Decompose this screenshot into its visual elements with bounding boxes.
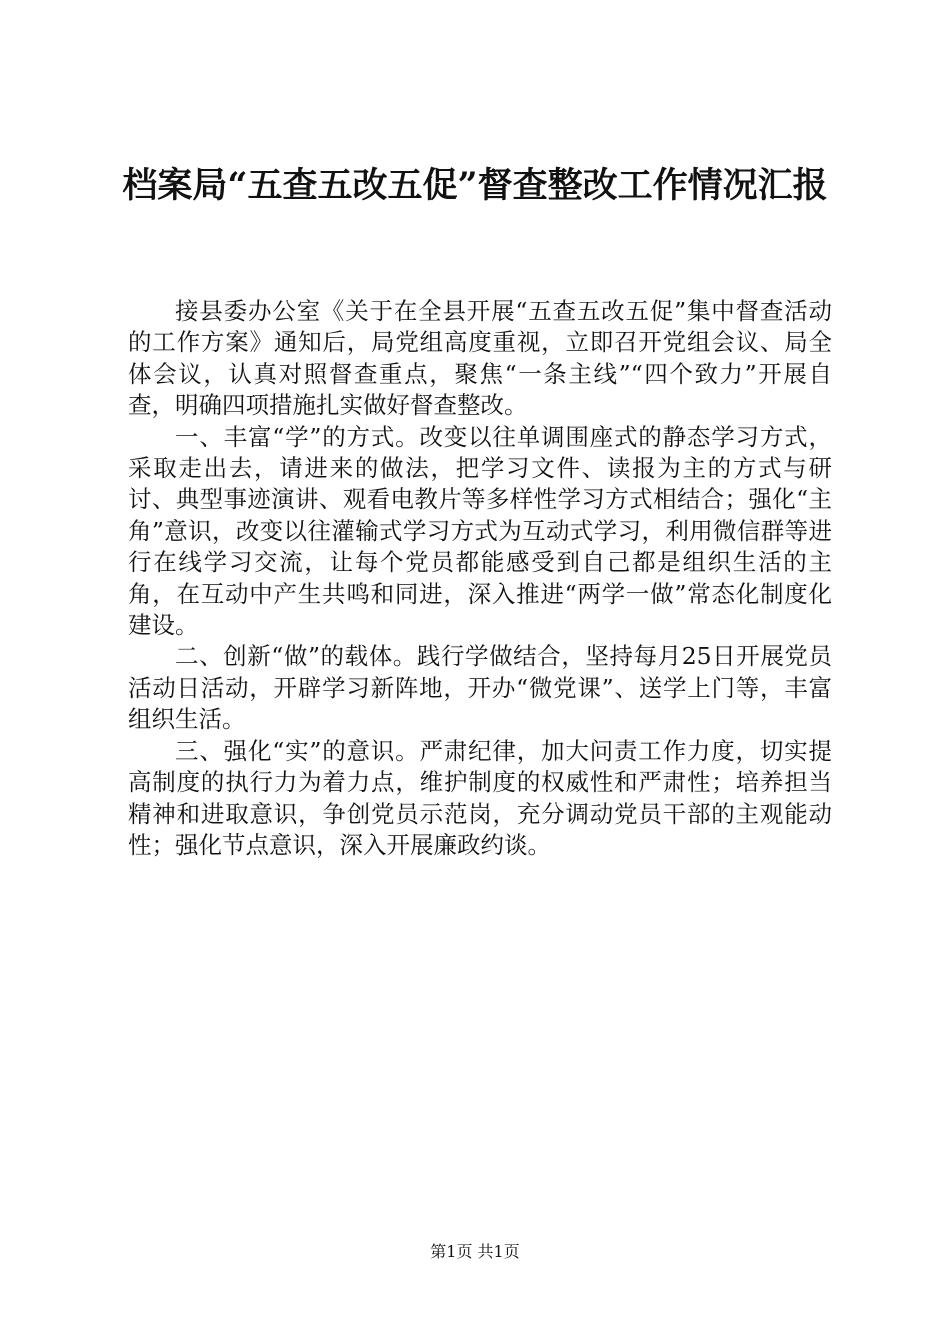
page-footer: 第1页 共1页	[430, 1242, 520, 1261]
section-two-paragraph: 二、创新“做”的载体。践行学做结合，坚持每月25日开展党员活动日活动，开辟学习新阵地，开办“微党课”、送学上门等，丰富组织生活。	[128, 642, 832, 734]
section-one-paragraph: 一、丰富“学”的方式。改变以往单调围座式的静态学习方式，采取走出去，请进来的做法，把学习文件、读报为主的方式与研讨、典型事迹演讲、观看电教片等多样性学习方式相结合；强化“主角”意识，改变以往灌输式学习方式为互动式学习，利用微信群等进行在线学习交流，让每个党员都能感受到自己都是组织生活的主角，在互动中产生共鸣和同进，深入推进“两学一做”常态化制度化建设。	[128, 422, 832, 640]
section-three-paragraph: 三、强化“实”的意识。严肃纪律，加大问责工作力度，切实提高制度的执行力为着力点，维护制度的权威性和严肃性；培养担当精神和进取意识，争创党员示范岗，充分调动党员干部的主观能动性；强化节点意识，深入开展廉政约谈。	[128, 736, 832, 859]
document-body	[128, 296, 832, 861]
intro-paragraph: 接县委办公室《关于在全县开展“五查五改五促”集中督查活动的工作方案》通知后，局党组高度重视，立即召开党组会议、局全体会议，认真对照督查重点，聚焦“一条主线”“四个致力”开展自查，明确四项措施扎实做好督查整改。	[128, 297, 832, 420]
document-title: 档案局“五查五改五促”督查整改工作情况汇报	[122, 165, 828, 206]
